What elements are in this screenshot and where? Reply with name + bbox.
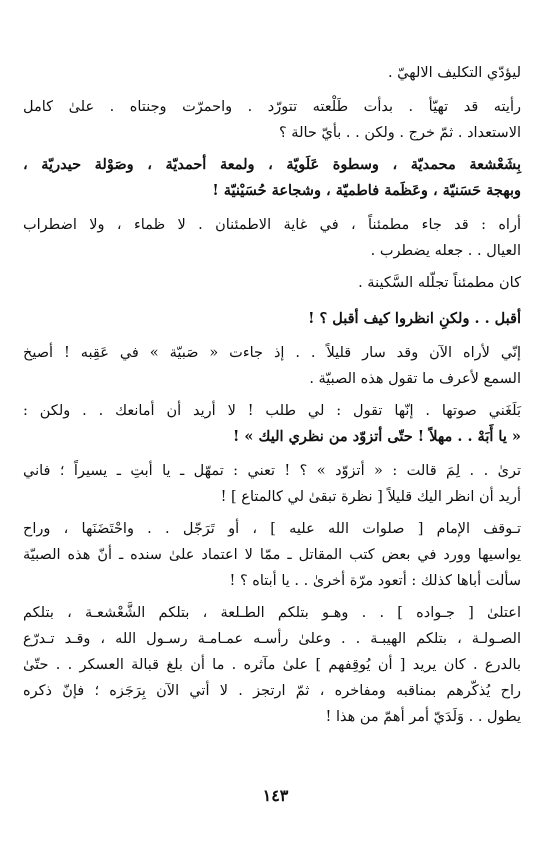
text-line: اعتلىٰ [ جـواده ] . . وهـو بتلكم الطـلعة ، بتلكم الشَّعْشعـة ، بتلكم xyxy=(23,605,521,621)
text-line: « يا أَبَهْ . . مهلاً ! حتّى أتزوّد من نظري اليك » ! xyxy=(232,428,521,445)
text-line: بَلَغَني صوتها . إنّها تقول : لي طلب ! لا أريد أن أمانعك . . ولكن : xyxy=(23,403,521,419)
text-line: سألت أباها كذلك : أتعود مرّة أخرىٰ . . يا أبتاه ؟ ! xyxy=(229,573,521,589)
paragraph-11 xyxy=(23,516,521,594)
text-line: كان مطمئناً تجلّله السَّكينة . xyxy=(358,275,521,291)
text-line: الاستعداد . ثمّ خرج . ولكن . . بأيّ حالة ؟ xyxy=(279,125,521,141)
paragraph-7 xyxy=(23,340,521,392)
text-line: وبهجة حَسَنيّة ، وعَظَمة فاطميّة ، وشجاعة حُسَيْنيّة ! xyxy=(212,182,521,199)
text-line: السمع لأعرف ما تقول هذه الصبيّة . xyxy=(309,371,521,387)
paragraph-9 xyxy=(23,424,521,450)
text-line: الصـولـة ، بتلكم الهيبـة . . وعلىٰ رأسـه عمـامـة رسـول الله ، وقـد تـدرّع xyxy=(23,631,521,647)
paragraph-4 xyxy=(23,212,521,264)
text-line: إنّي لأراه الآن وقد سار قليلاً . . إذ جاءت « صَبيّة » في عَقِبه ! أصيخ xyxy=(23,345,521,361)
paragraph-3 xyxy=(23,152,521,204)
text-line: أراه : قد جاء مطمئناً ، في غاية الاطمئنان . لا ظماء ، ولا اضطراب xyxy=(23,217,521,233)
paragraph-1 xyxy=(23,60,521,86)
text-line: ليؤدّي التكليف الالهيّ . xyxy=(387,65,521,81)
text-line: أقبل . . ولكنِ انظروا كيف أقبل ؟ ! xyxy=(308,310,521,327)
text-line: تـوقف الإمام [ صلوات الله عليه ] ، أو تَرَجّل . . واحْتَضَنَها ، وراح xyxy=(23,521,521,537)
paragraph-8 xyxy=(23,398,521,424)
text-line: بالدرع . كان يريد [ أن يُوقِفهم ] علىٰ مآثره . ما أن بلغ قبالة العسكر . . حتّىٰ xyxy=(23,657,521,673)
text-line: العيال . . جعله يضطرب . xyxy=(370,243,521,259)
page-number: ١٤٣ xyxy=(262,786,289,805)
paragraph-10 xyxy=(23,458,521,510)
text-line: أريد أن انظر اليك قليلاً [ نظرة تبقىٰ لي كالمتاع ] ! xyxy=(220,489,521,505)
text-line: ترىٰ . . لِمَ قالت : « أتزوّد » ؟ ! تعني : تمهّل ـ يا أبتِ ـ يسيراً ؛ فاني xyxy=(23,463,521,479)
paragraph-5 xyxy=(23,270,521,296)
text-line: يواسيها وورد في بعض كتب المقاتل ـ ممّا لا اعتماد علىٰ سنده ـ أنّ هذه الصبيّة xyxy=(23,547,521,563)
text-line: يطول . . وَلَدَيّ أمر أهمّ من هذا ! xyxy=(325,709,521,725)
text-line: رأيته قد تهيّأ . بدأت طَلْعته تتورّد . واحمرّت وجنتاه . علىٰ كامل xyxy=(23,99,521,115)
paragraph-6 xyxy=(23,306,521,332)
text-line: بِشَعْشعة محمديّة ، وسطوة عَلَويّة ، ولمعة أحمديّة ، وصَوْلة حيدريّة ، xyxy=(23,156,521,173)
paragraph-2 xyxy=(23,94,521,146)
paragraph-12 xyxy=(23,600,521,730)
text-line: راح يُذكّرهم بمناقبه ومفاخره ، ثمّ ارتجز . لا أتي الآن بِرَجَزه ؛ فإنّ ذكره xyxy=(23,683,521,699)
